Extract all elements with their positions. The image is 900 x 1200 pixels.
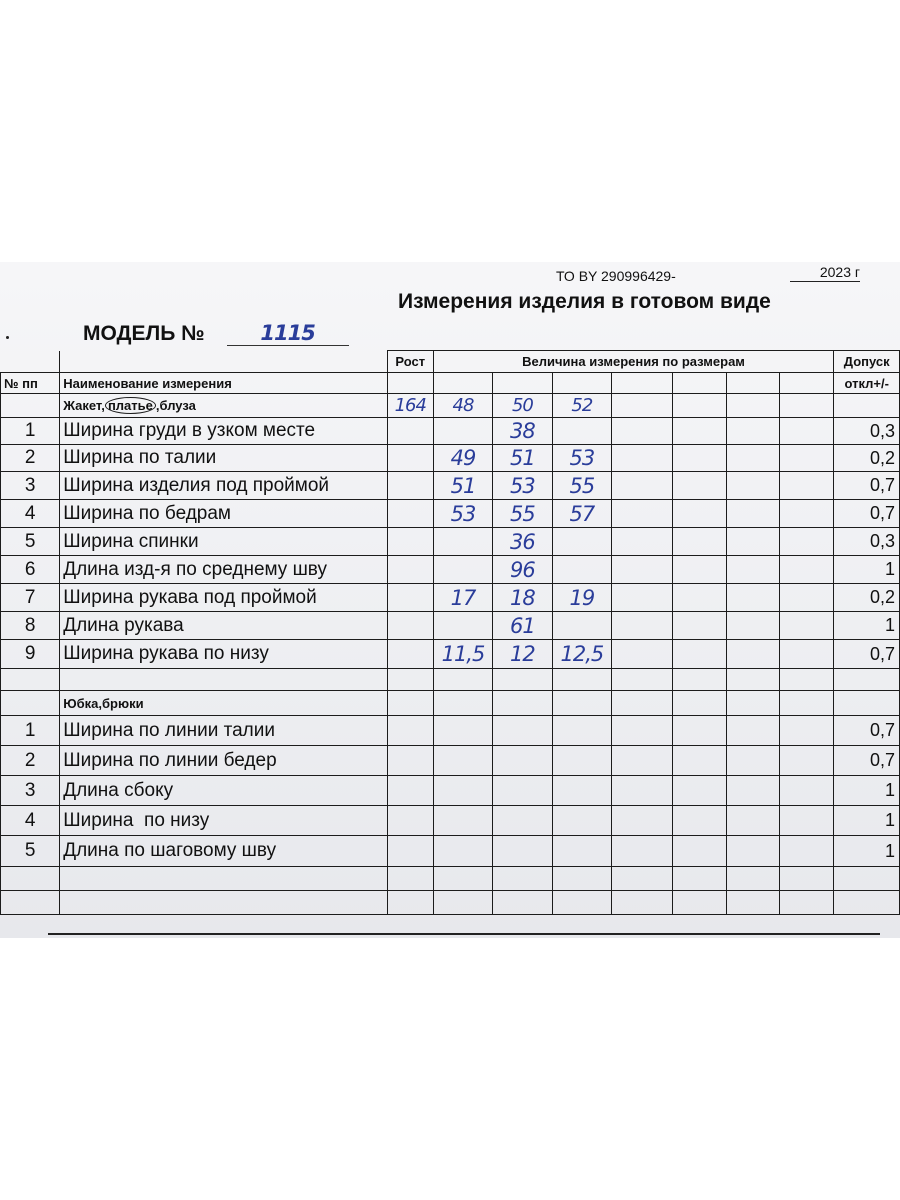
table-row <box>1 716 900 746</box>
size-value: 11,5 <box>433 640 493 669</box>
tolerance-value: 0,3 <box>834 528 900 556</box>
measurement-name: Длина рукава <box>60 612 388 640</box>
size-header-cell: 50 <box>493 394 552 418</box>
section-skirt-row <box>1 691 900 716</box>
row-number: 3 <box>1 472 60 500</box>
col-tol-header-2: откл+/- <box>834 373 900 394</box>
row-number: 5 <box>1 528 60 556</box>
tolerance-value: 0,7 <box>834 500 900 528</box>
measurement-name: Ширина по талии <box>60 445 388 472</box>
row-number: 1 <box>1 418 60 445</box>
size-value: 51 <box>493 445 552 472</box>
size-value: 17 <box>433 584 493 612</box>
row-number: 2 <box>1 445 60 472</box>
measurement-name: Ширина спинки <box>60 528 388 556</box>
measurements-table <box>0 350 900 915</box>
document-year: 2023 г <box>790 264 860 282</box>
measurement-name: Ширина рукава по низу <box>60 640 388 669</box>
measurement-name: Ширина рукава под проймой <box>60 584 388 612</box>
model-label: МОДЕЛЬ № <box>83 322 205 345</box>
row-number: 2 <box>1 746 60 776</box>
table-row <box>1 528 900 556</box>
table-row <box>1 612 900 640</box>
row-number: 7 <box>1 584 60 612</box>
size-value <box>433 528 493 556</box>
size-value: 19 <box>552 584 612 612</box>
size-value: 51 <box>433 472 493 500</box>
measurement-name: Ширина по бедрам <box>60 500 388 528</box>
size-value <box>433 612 493 640</box>
size-value: 49 <box>433 445 493 472</box>
tolerance-value: 1 <box>834 612 900 640</box>
table-row <box>1 418 900 445</box>
empty-row <box>1 867 900 891</box>
measurement-name: Ширина груди в узком месте <box>60 418 388 445</box>
size-value: 61 <box>493 612 552 640</box>
size-header-cell: 52 <box>552 394 612 418</box>
empty-row <box>1 891 900 915</box>
size-value: 36 <box>493 528 552 556</box>
size-value <box>552 528 612 556</box>
row-number: 3 <box>1 776 60 806</box>
table-row <box>1 640 900 669</box>
size-header-cell: 48 <box>433 394 493 418</box>
size-value <box>552 418 612 445</box>
row-number: 1 <box>1 716 60 746</box>
measurement-name: Длина сбоку <box>60 776 388 806</box>
col-tol-header: Допуск <box>834 351 900 373</box>
tolerance-value: 0,7 <box>834 716 900 746</box>
size-value <box>433 556 493 584</box>
tolerance-value: 1 <box>834 806 900 836</box>
row-number: 5 <box>1 836 60 867</box>
col-sizes-header: Величина измерения по размерам <box>433 351 834 373</box>
table-row <box>1 445 900 472</box>
size-value <box>552 556 612 584</box>
col-num-header: № пп <box>1 373 60 394</box>
size-value: 55 <box>552 472 612 500</box>
measurement-name: Ширина по линии талии <box>60 716 388 746</box>
section-jacket-row <box>1 394 900 418</box>
document-code: ТО BY 290996429- <box>556 268 676 284</box>
tolerance-value: 1 <box>834 836 900 867</box>
measurement-name: Ширина по низу <box>60 806 388 836</box>
model-number: 1115 <box>227 321 349 346</box>
row-number: 4 <box>1 806 60 836</box>
section-jacket-title: Жакет, платье ,блуза <box>60 394 388 418</box>
footer-rule <box>48 933 880 935</box>
table-row <box>1 776 900 806</box>
circled-dress: платье <box>105 397 156 414</box>
measurement-name: Длина по шаговому шву <box>60 836 388 867</box>
size-value <box>552 612 612 640</box>
col-height-header: Рост <box>387 351 433 373</box>
tolerance-value: 0,3 <box>834 418 900 445</box>
tolerance-value: 0,7 <box>834 472 900 500</box>
height-value: 164 <box>387 394 433 418</box>
size-value: 38 <box>493 418 552 445</box>
table-row <box>1 472 900 500</box>
table-row <box>1 806 900 836</box>
col-name-header: Наименование измерения <box>60 373 388 394</box>
document-title: Измерения изделия в готовом виде <box>398 290 771 313</box>
size-value: 57 <box>552 500 612 528</box>
margin-dot <box>6 336 9 339</box>
measurement-name: Ширина по линии бедер <box>60 746 388 776</box>
size-value: 12,5 <box>552 640 612 669</box>
table-row <box>1 556 900 584</box>
header-row-1 <box>1 351 900 373</box>
size-value: 96 <box>493 556 552 584</box>
size-value: 53 <box>433 500 493 528</box>
size-value: 53 <box>552 445 612 472</box>
table-body <box>1 351 900 915</box>
size-value: 53 <box>493 472 552 500</box>
tolerance-value: 1 <box>834 776 900 806</box>
size-value <box>433 418 493 445</box>
size-value: 55 <box>493 500 552 528</box>
tolerance-value: 0,7 <box>834 640 900 669</box>
tolerance-value: 0,7 <box>834 746 900 776</box>
model-field <box>83 321 349 346</box>
tolerance-value: 0,2 <box>834 584 900 612</box>
table-row <box>1 500 900 528</box>
row-number: 9 <box>1 640 60 669</box>
table-row <box>1 836 900 867</box>
section-skirt-title: Юбка,брюки <box>60 691 388 716</box>
size-value: 18 <box>493 584 552 612</box>
tolerance-value: 0,2 <box>834 445 900 472</box>
tolerance-value: 1 <box>834 556 900 584</box>
measurement-name: Длина изд-я по среднему шву <box>60 556 388 584</box>
size-value: 12 <box>493 640 552 669</box>
table-row <box>1 746 900 776</box>
header-row-2 <box>1 373 900 394</box>
row-number: 8 <box>1 612 60 640</box>
row-number: 6 <box>1 556 60 584</box>
measurement-name: Ширина изделия под проймой <box>60 472 388 500</box>
row-number: 4 <box>1 500 60 528</box>
table-row <box>1 584 900 612</box>
empty-row <box>1 669 900 691</box>
